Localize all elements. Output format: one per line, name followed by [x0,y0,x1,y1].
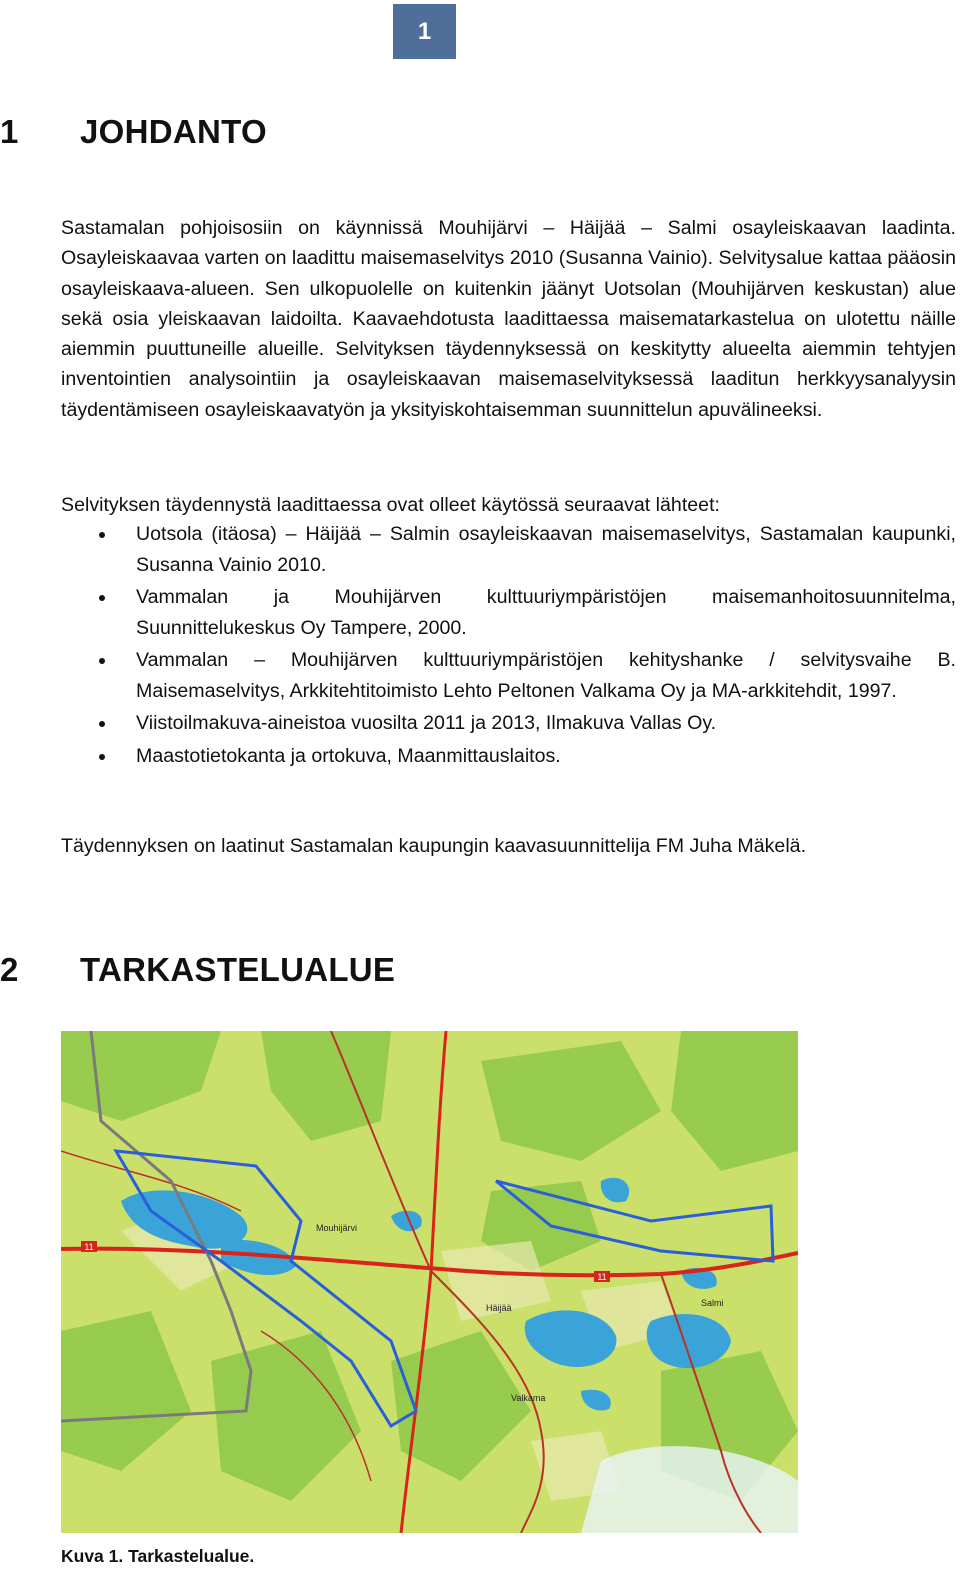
page-number-badge: 1 [393,4,456,59]
place-label: Salmi [701,1298,724,1308]
bullet-icon [99,754,105,760]
list-item [61,645,956,707]
section-heading-1 [0,113,700,153]
list-item [61,741,956,772]
map-graphic [61,1031,798,1533]
source-text: Maastotietokanta ja ortokuva, Maanmittauslaitos. [136,744,561,767]
study-area-map [61,1031,798,1533]
road-number-label: 11 [84,1242,94,1252]
list-item [61,708,956,739]
place-label: Mouhijärvi [316,1223,358,1233]
road-number-label: 11 [597,1272,607,1282]
list-item [61,519,956,581]
section-number: 1 [0,113,19,150]
section-heading-2 [0,951,700,991]
source-text: Viistoilmakuva-aineistoa vuosilta 2011 ja 2013, Ilmakuva Vallas Oy. [136,712,717,735]
bullet-icon [99,532,105,538]
source-text: Vammalan ja Mouhijärven kulttuuriympäristöjen maisemanhoitosuunnitelma, Suunnittelukeskus Oy Tampere, 2000. [136,586,956,639]
intro-paragraph: Sastamalan pohjoisosiin on käynnissä Mouhijärvi – Häijää – Salmi osayleiskaavan laadinta. Osayleiskaavaa varten on laadittu maisemaselvitys 2010 (Susanna Vainio). Selvitysalue kattaa pääosin osayleiskaava-alueen. Sen ulkopuolelle on kuitenkin jäänyt Uotsolan (Mouhijärven keskustan) alue sekä osia yleiskaavan laidoilta. Kaavaehdotusta laadittaessa maisematarkastelua on ulotettu näille aiemmin puuttuneille alueille. Selvityksen täydennyksessä on keskitytty alueelta aiemmin tehtyjen inventointien analysointiin ja osayleiskaavan maisemaselvityksessä laaditun herkkyysanalyysin täydentämiseen osayleiskaavatyön ja yksityiskohtaisemman suunnittelun apuvälineeksi. [61,217,956,421]
source-text: Vammalan – Mouhijärven kulttuuriympäristöjen kehityshanke / selvitysvaihe B. Maisemaselvitys, Arkkitehtitoimisto Lehto Peltonen Valkama Oy ja MA-arkkitehdit, 1997. [136,649,956,702]
sources-lead: Selvityksen täydennystä laadittaessa ovat olleet käytössä seuraavat lähteet: [61,494,720,516]
place-label: Häijää [486,1303,512,1313]
sources-list [61,519,956,773]
place-label: Valkama [511,1393,546,1403]
figure-caption: Kuva 1. Tarkastelualue. [61,1546,255,1566]
section-title: TARKASTELUALUE [80,951,396,988]
source-text: Uotsola (itäosa) – Häijää – Salmin osayleiskaavan maisemaselvitys, Sastamalan kaupunki, Susanna Vainio 2010. [136,523,956,576]
list-item [61,582,956,644]
bullet-icon [99,721,105,727]
bullet-icon [99,658,105,664]
bullet-icon [99,595,105,601]
section-title: JOHDANTO [80,113,267,150]
author-note: Täydennyksen on laatinut Sastamalan kaupungin kaavasuunnittelija FM Juha Mäkelä. [61,835,807,857]
section-number: 2 [0,951,19,988]
